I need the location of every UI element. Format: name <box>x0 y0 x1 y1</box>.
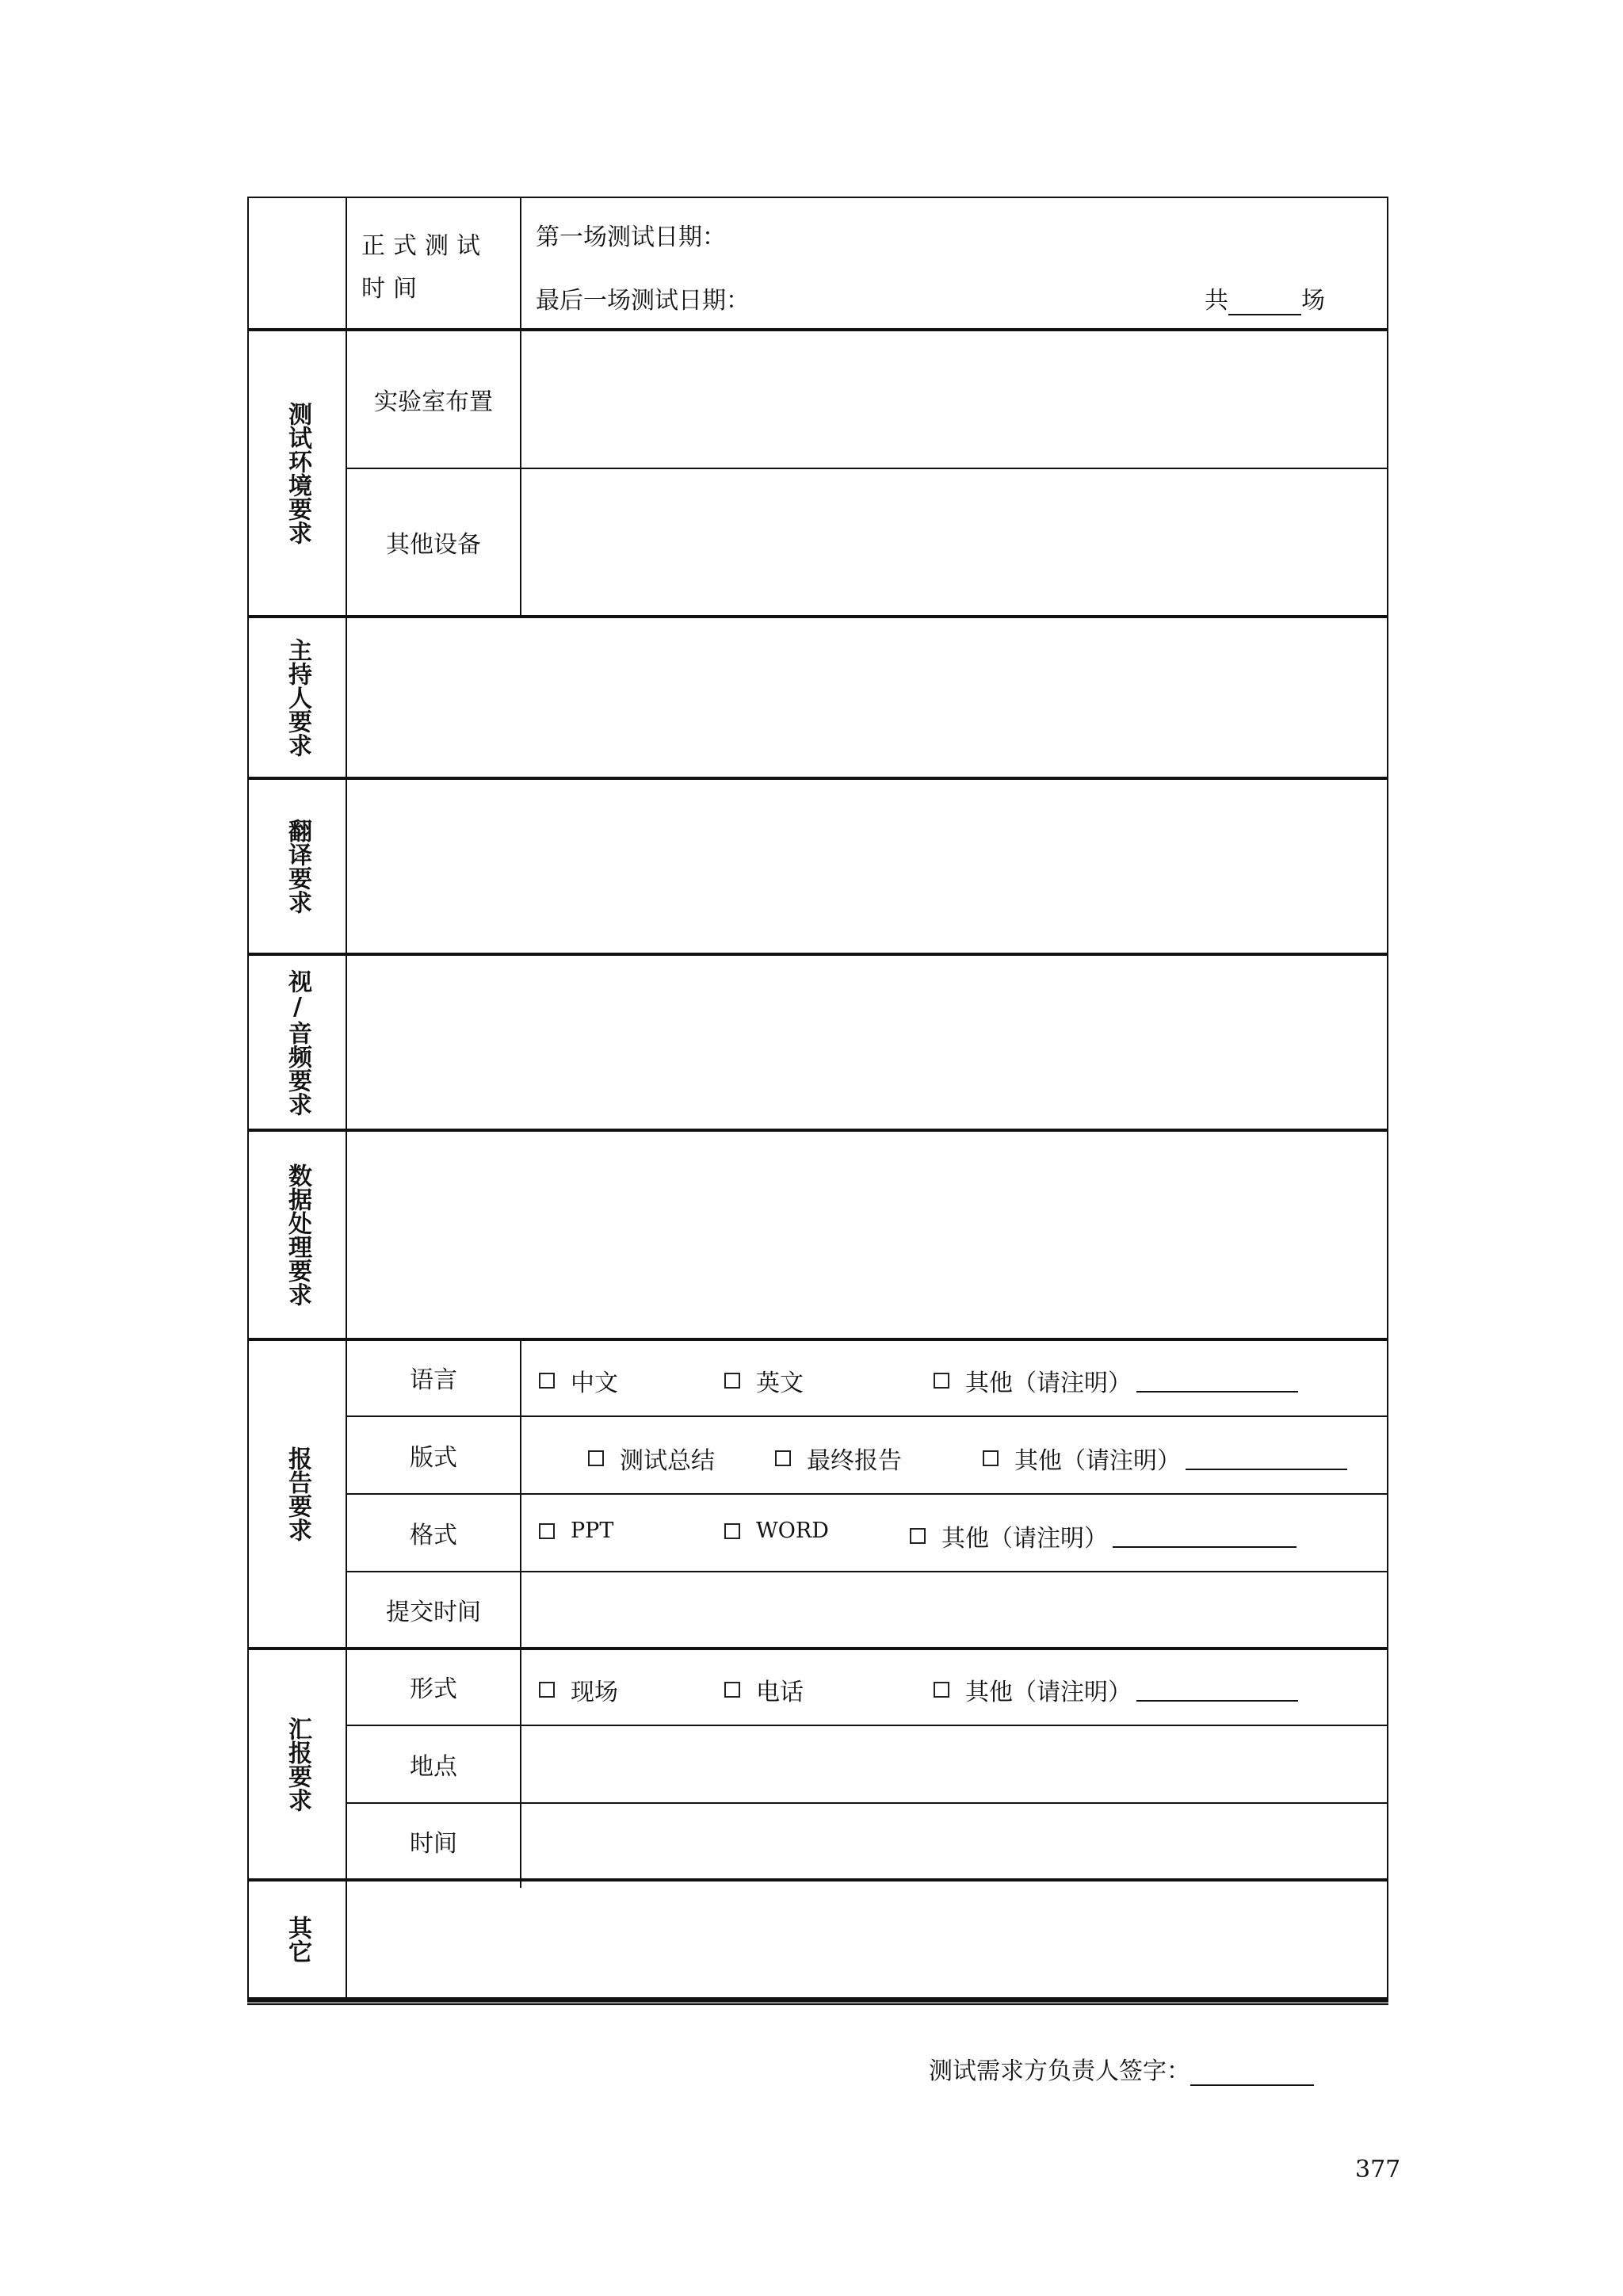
formal-test-label: 正式测试时间 <box>361 232 488 303</box>
translation-section-label: 翻译要求 <box>284 819 311 914</box>
briefing-option-other[interactable]: 其他（请注明） <box>934 1672 1298 1707</box>
last-test-date-label: 最后一场测试日期： <box>536 287 750 315</box>
briefing-form-label: 形式 <box>410 1675 457 1703</box>
style-option-summary[interactable]: 测试总结 <box>588 1441 715 1476</box>
checkbox-icon[interactable] <box>588 1450 604 1466</box>
format-option-word[interactable]: WORD <box>724 1519 829 1543</box>
row-line <box>249 1129 1387 1132</box>
checkbox-icon[interactable] <box>910 1528 926 1544</box>
style-option-final[interactable]: 最终报告 <box>775 1441 902 1476</box>
checkbox-icon[interactable] <box>934 1373 949 1389</box>
checkbox-icon[interactable] <box>775 1450 791 1466</box>
checkbox-icon[interactable] <box>934 1682 949 1698</box>
style-option-other[interactable]: 其他（请注明） <box>983 1441 1347 1476</box>
checkbox-icon[interactable] <box>724 1373 740 1389</box>
total-sessions-blank[interactable] <box>1228 292 1301 315</box>
language-option-other[interactable]: 其他（请注明） <box>934 1363 1298 1398</box>
report-format-label: 格式 <box>410 1522 457 1549</box>
test-requirements-form <box>247 197 1388 1999</box>
row-line <box>249 777 1387 780</box>
checkbox-icon[interactable] <box>724 1523 740 1539</box>
total-suffix: 场 <box>1301 287 1325 315</box>
row-line <box>249 1878 1387 1881</box>
col-divider-2b <box>520 1339 521 1888</box>
other-equipment-label: 其他设备 <box>386 531 481 559</box>
signature-line <box>929 2051 1314 2086</box>
report-section-label: 报告要求 <box>284 1446 311 1541</box>
lab-layout-label: 实验室布置 <box>374 388 493 416</box>
table-bottom-border <box>247 1999 1388 2005</box>
environment-section-label: 测试环境要求 <box>284 402 311 544</box>
row-line <box>249 953 1387 956</box>
checkbox-icon[interactable] <box>724 1682 740 1698</box>
report-language-label: 语言 <box>410 1366 457 1394</box>
other-section-label: 其它 <box>284 1916 311 1963</box>
signature-label: 测试需求方负责人签字： <box>929 2057 1190 2085</box>
briefing-location-label: 地点 <box>410 1753 457 1781</box>
report-submit-time-label: 提交时间 <box>386 1599 481 1626</box>
total-prefix: 共 <box>1205 287 1228 315</box>
host-section-label: 主持人要求 <box>284 638 311 757</box>
language-option-english[interactable]: 英文 <box>724 1363 804 1398</box>
language-option-chinese[interactable]: 中文 <box>539 1363 618 1398</box>
briefing-time-label: 时间 <box>410 1830 457 1858</box>
briefing-section-label: 汇报要求 <box>284 1717 311 1812</box>
checkbox-icon[interactable] <box>539 1373 555 1389</box>
checkbox-icon[interactable] <box>539 1682 555 1698</box>
signature-blank[interactable] <box>1190 2062 1314 2086</box>
row-line <box>249 615 1387 618</box>
style-other-blank[interactable] <box>1186 1446 1347 1470</box>
format-option-ppt[interactable]: PPT <box>539 1519 613 1543</box>
report-style-label: 版式 <box>410 1444 457 1472</box>
av-section-label: 视/音频要求 <box>284 968 311 1116</box>
briefing-other-blank[interactable] <box>1136 1678 1298 1702</box>
checkbox-icon[interactable] <box>983 1450 999 1466</box>
first-test-date-label: 第一场测试日期： <box>536 223 726 251</box>
briefing-option-phone[interactable]: 电话 <box>724 1672 804 1707</box>
page-number: 377 <box>1355 2156 1401 2183</box>
col-divider-2a <box>520 198 521 617</box>
language-other-blank[interactable] <box>1136 1369 1298 1392</box>
checkbox-icon[interactable] <box>539 1523 555 1539</box>
briefing-option-onsite[interactable]: 现场 <box>539 1672 618 1707</box>
total-sessions <box>1205 281 1325 315</box>
data-section-label: 数据处理要求 <box>284 1163 311 1306</box>
format-option-other[interactable]: 其他（请注明） <box>910 1519 1296 1553</box>
format-other-blank[interactable] <box>1113 1524 1296 1548</box>
